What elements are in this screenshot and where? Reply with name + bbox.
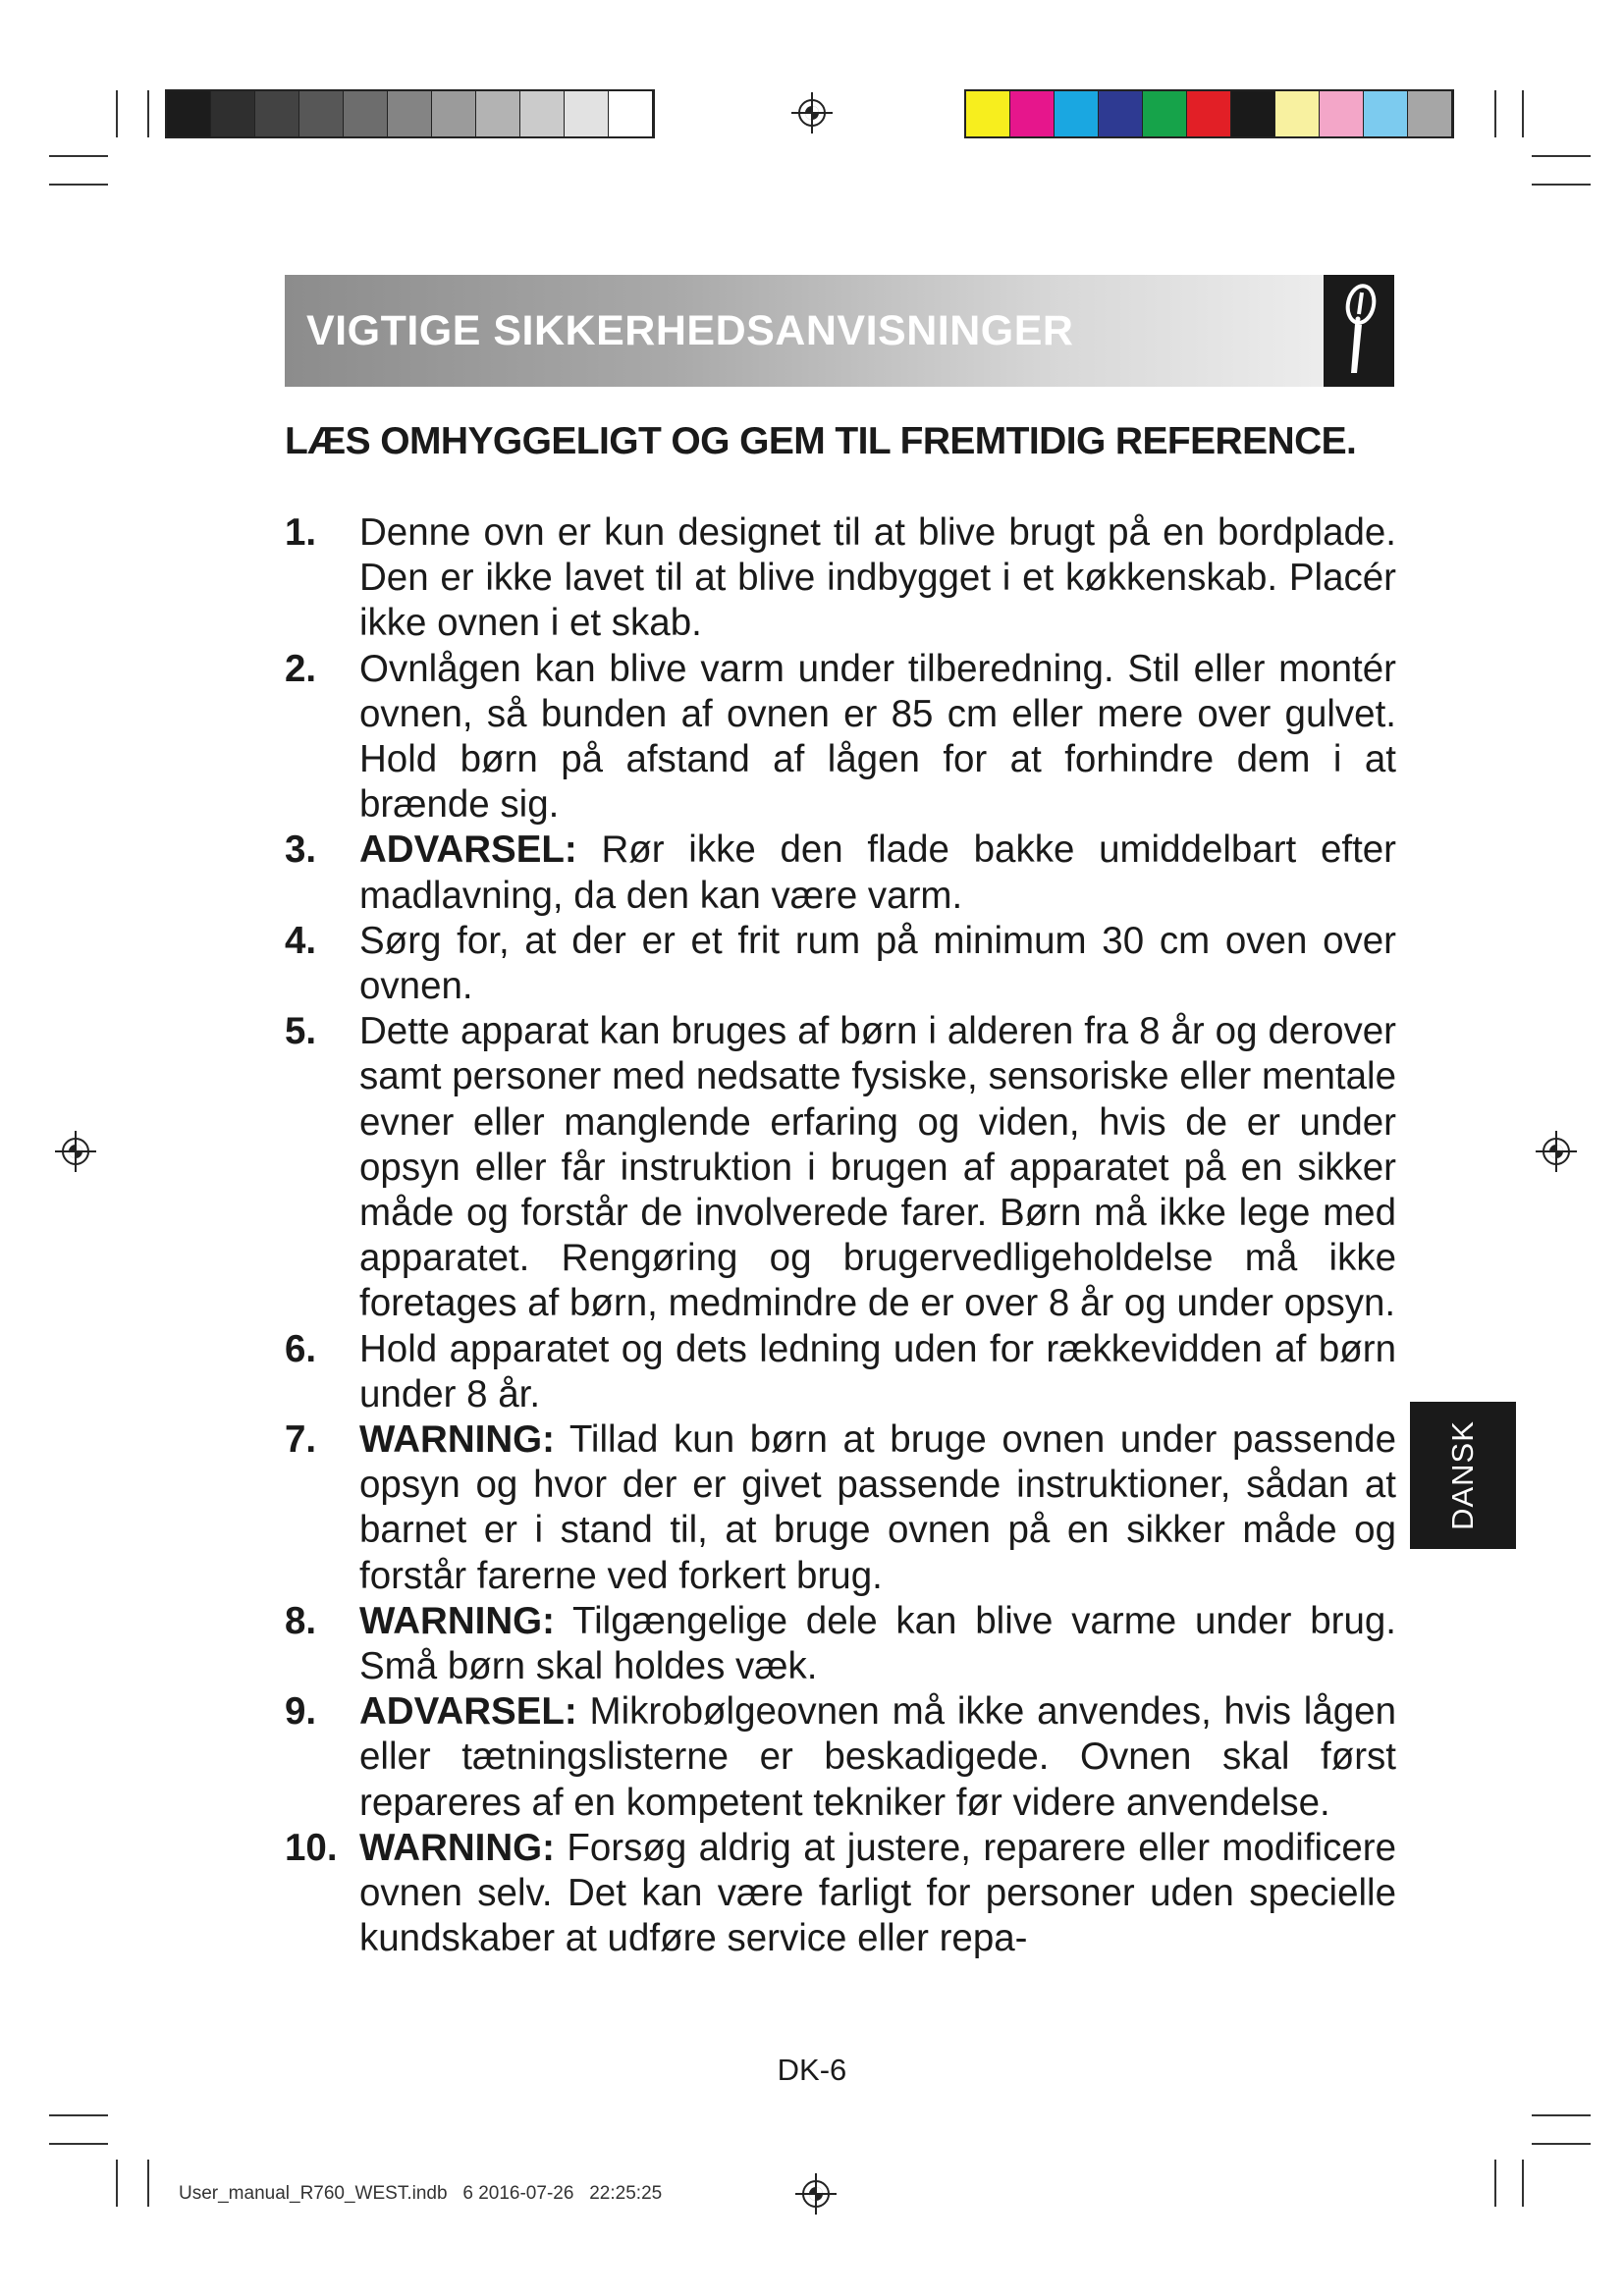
- section-header-banner: [285, 275, 1394, 387]
- item-text: Ovnlågen kan blive varm under tilberedning. Stil eller montér ovnen, så bunden af ovnen er 85 cm eller mere over gulvet. Hold børn på afstand af lågen for at forhindre dem i at brænde sig.: [359, 647, 1396, 827]
- calibration-swatch: [167, 91, 211, 136]
- item-text: Sørg for, at der er et frit rum på minimum 30 cm oven over ovnen.: [359, 919, 1396, 1008]
- page-number: DK-6: [777, 2053, 847, 2087]
- crosshair-target-icon: [795, 2173, 837, 2215]
- calibration-swatch: [1364, 91, 1408, 136]
- list-item: [285, 1599, 1396, 1689]
- list-item: [285, 510, 1396, 647]
- calibration-swatch: [966, 91, 1010, 136]
- item-text: Rør ikke den flade bakke umiddelbart efter madlavning, da den kan være varm.: [359, 828, 1396, 917]
- list-item: [285, 828, 1396, 918]
- language-tab: [1410, 1402, 1516, 1549]
- list-item: [285, 919, 1396, 1009]
- item-warning-label: ADVARSEL:: [359, 828, 577, 872]
- crop-mark: [1532, 184, 1591, 186]
- crop-mark: [1522, 2160, 1524, 2207]
- section-title: VIGTIGE SIKKERHEDSANVISNINGER: [306, 307, 1074, 354]
- calibration-swatch: [344, 91, 388, 136]
- print-file-info: User_manual_R760_WEST.indb 6 2016-07-26 22:25:25: [179, 2183, 663, 2204]
- calibration-swatch: [1143, 91, 1187, 136]
- crosshair-target-icon: [55, 1131, 96, 1172]
- crop-mark: [116, 90, 118, 137]
- item-text: Forsøg aldrig at justere, reparere eller modificere ovnen selv. Det kan være farligt for personer uden specielle kundskaber at udføre service eller repa-: [359, 1826, 1397, 1960]
- item-number: 9.: [285, 1690, 317, 1734]
- crop-mark: [1532, 2143, 1591, 2145]
- calibration-swatch: [1320, 91, 1364, 136]
- gray-calibration-strip: [165, 89, 655, 138]
- item-number: 8.: [285, 1599, 317, 1642]
- safety-instruction-list: [285, 510, 1396, 1962]
- item-warning-label: WARNING:: [359, 1418, 555, 1462]
- calibration-swatch: [432, 91, 476, 136]
- calibration-swatch: [1231, 91, 1275, 136]
- calibration-swatch: [255, 91, 299, 136]
- crop-mark: [147, 90, 149, 137]
- item-number: 2.: [285, 647, 317, 690]
- list-item: [285, 1417, 1396, 1599]
- calibration-swatch: [609, 91, 653, 136]
- item-number: 3.: [285, 828, 317, 872]
- calibration-swatch: [520, 91, 565, 136]
- crop-mark: [147, 2160, 149, 2207]
- crop-mark: [49, 2114, 108, 2116]
- item-number: 7.: [285, 1418, 317, 1462]
- crop-mark: [1532, 2114, 1591, 2116]
- item-number: 1.: [285, 511, 317, 554]
- item-warning-label: WARNING:: [359, 1599, 555, 1642]
- crosshair-target-icon: [1536, 1131, 1577, 1172]
- calibration-swatch: [299, 91, 344, 136]
- crosshair-target-icon: [791, 92, 833, 133]
- list-item: [285, 1826, 1396, 1962]
- list-item: [285, 647, 1396, 828]
- color-calibration-strip: [964, 89, 1454, 138]
- item-text: Denne ovn er kun designet til at blive brugt på en bordplade. Den er ikke lavet til at blive indbygget i et køkkenskab. Placér ikke ovnen i et skab.: [359, 511, 1396, 645]
- warning-icon-box: [1324, 275, 1394, 387]
- calibration-swatch: [565, 91, 609, 136]
- item-text: Tillad kun børn at bruge ovnen under passende opsyn og hvor der er givet passende instruktioner, sådan at barnet er i stand til, at bruge ovnen på en sikker måde og forstår farerne ved forkert brug.: [359, 1418, 1396, 1597]
- item-text: Tilgængelige dele kan blive varme under brug. Små børn skal holdes væk.: [359, 1599, 1396, 1688]
- crop-mark: [1522, 90, 1524, 137]
- list-item: [285, 1689, 1396, 1826]
- calibration-swatch: [388, 91, 432, 136]
- calibration-swatch: [211, 91, 255, 136]
- crop-mark: [1494, 2160, 1496, 2207]
- item-text: Mikrobølgeovnen må ikke anvendes, hvis lågen eller tætningslisterne er beskadigede. Ovnen skal først repareres af en kompetent tekniker før videre anvendelse.: [359, 1690, 1396, 1824]
- crop-mark: [116, 2160, 118, 2207]
- warning-exclamation-icon: [1324, 275, 1394, 387]
- item-text: Hold apparatet og dets ledning uden for rækkevidden af børn under 8 år.: [359, 1327, 1396, 1415]
- item-text: Dette apparat kan bruges af børn i alderen fra 8 år og derover samt personer med nedsatte fysiske, sensoriske eller mentale evner eller manglende erfaring og viden, hvis de er under opsyn eller får instruktion i brugen af apparatet på en sikker måde og forstår de involverede farer. Børn må ikke lege med apparatet. Rengøring og brugervedligeholdelse må ikke foretages af børn, medmindre de er over 8 år og under opsyn.: [359, 1010, 1396, 1325]
- crop-mark: [49, 184, 108, 186]
- calibration-swatch: [476, 91, 520, 136]
- item-warning-label: ADVARSEL:: [359, 1690, 577, 1734]
- language-tab-label: DANSK: [1445, 1420, 1480, 1530]
- calibration-swatch: [1010, 91, 1055, 136]
- item-number: 5.: [285, 1010, 317, 1053]
- crop-mark: [49, 155, 108, 157]
- item-warning-label: WARNING:: [359, 1826, 555, 1869]
- crop-mark: [1494, 90, 1496, 137]
- calibration-swatch: [1275, 91, 1320, 136]
- crop-mark: [1532, 155, 1591, 157]
- item-number: 4.: [285, 919, 317, 962]
- calibration-swatch: [1055, 91, 1099, 136]
- calibration-swatch: [1099, 91, 1143, 136]
- calibration-swatch: [1408, 91, 1452, 136]
- list-item: [285, 1327, 1396, 1417]
- item-number: 10.: [285, 1826, 338, 1869]
- list-item: [285, 1009, 1396, 1326]
- item-number: 6.: [285, 1327, 317, 1370]
- calibration-swatch: [1187, 91, 1231, 136]
- crop-mark: [49, 2143, 108, 2145]
- instruction-subheading: LÆS OMHYGGELIGT OG GEM TIL FREMTIDIG REFERENCE.: [285, 420, 1357, 462]
